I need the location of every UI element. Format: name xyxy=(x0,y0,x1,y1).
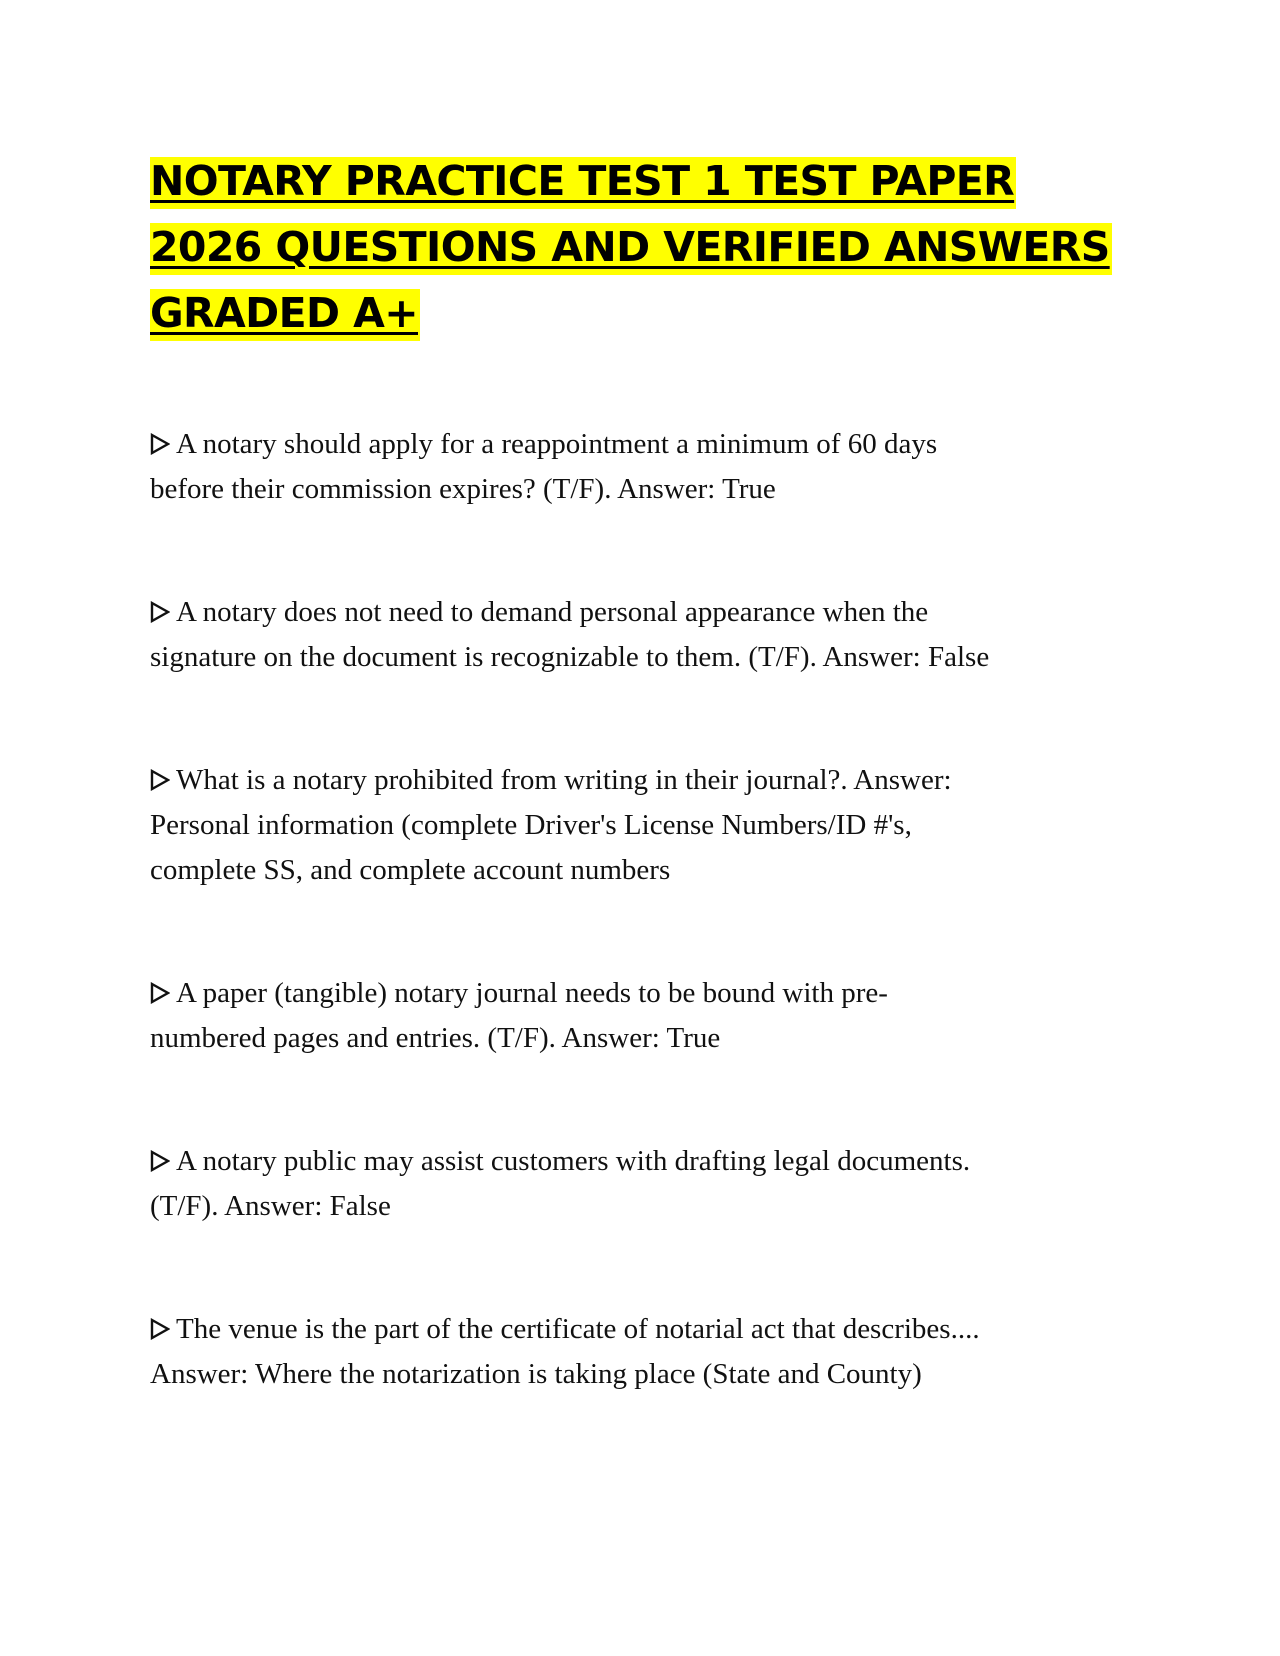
title-line-text: GRADED A+ xyxy=(150,289,420,341)
question-line: signature on the document is recognizable to them. (T/F). Answer: False xyxy=(150,641,990,673)
question-line xyxy=(150,971,1130,1016)
title-line-text: NOTARY PRACTICE TEST 1 TEST PAPER xyxy=(150,157,1016,209)
arrow-bullet-icon xyxy=(150,982,170,1004)
question-line: complete SS, and complete account numbers xyxy=(150,854,671,886)
question-line: Answer: Where the notarization is taking place (State and County) xyxy=(150,1358,922,1390)
title-line xyxy=(150,148,1130,214)
title-line xyxy=(150,214,1130,280)
title-line-text: 2026 QUESTIONS AND VERIFIED ANSWERS xyxy=(150,223,1112,275)
question-line: numbered pages and entries. (T/F). Answer: True xyxy=(150,1022,721,1054)
question-text: The venue is the part of the certificate of notarial act that describes.... xyxy=(176,1313,980,1345)
question-text: A paper (tangible) notary journal needs to be bound with pre- xyxy=(176,977,888,1009)
title-line xyxy=(150,280,1130,346)
question-line: before their commission expires? (T/F). Answer: True xyxy=(150,473,776,505)
question-item xyxy=(150,971,1130,1061)
document-page xyxy=(150,148,1130,1397)
document-title xyxy=(150,148,1130,346)
question-item xyxy=(150,1307,1130,1397)
arrow-bullet-icon xyxy=(150,601,170,623)
question-item xyxy=(150,422,1130,512)
question-text: A notary public may assist customers with drafting legal documents. xyxy=(176,1145,971,1177)
question-line xyxy=(150,758,1130,803)
question-line xyxy=(150,1139,1130,1184)
question-line: Personal information (complete Driver's License Numbers/ID #'s, xyxy=(150,809,912,841)
arrow-bullet-icon xyxy=(150,1150,170,1172)
question-text: A notary should apply for a reappointment a minimum of 60 days xyxy=(176,428,938,460)
question-line xyxy=(150,422,1130,467)
question-text: A notary does not need to demand personal appearance when the xyxy=(176,596,929,628)
question-line: (T/F). Answer: False xyxy=(150,1190,391,1222)
arrow-bullet-icon xyxy=(150,769,170,791)
question-item xyxy=(150,1139,1130,1229)
arrow-bullet-icon xyxy=(150,1318,170,1340)
question-line xyxy=(150,1307,1130,1352)
arrow-bullet-icon xyxy=(150,433,170,455)
question-text: What is a notary prohibited from writing in their journal?. Answer: xyxy=(176,764,952,796)
question-item xyxy=(150,758,1130,893)
question-list xyxy=(150,422,1130,1397)
question-line xyxy=(150,590,1130,635)
question-item xyxy=(150,590,1130,680)
